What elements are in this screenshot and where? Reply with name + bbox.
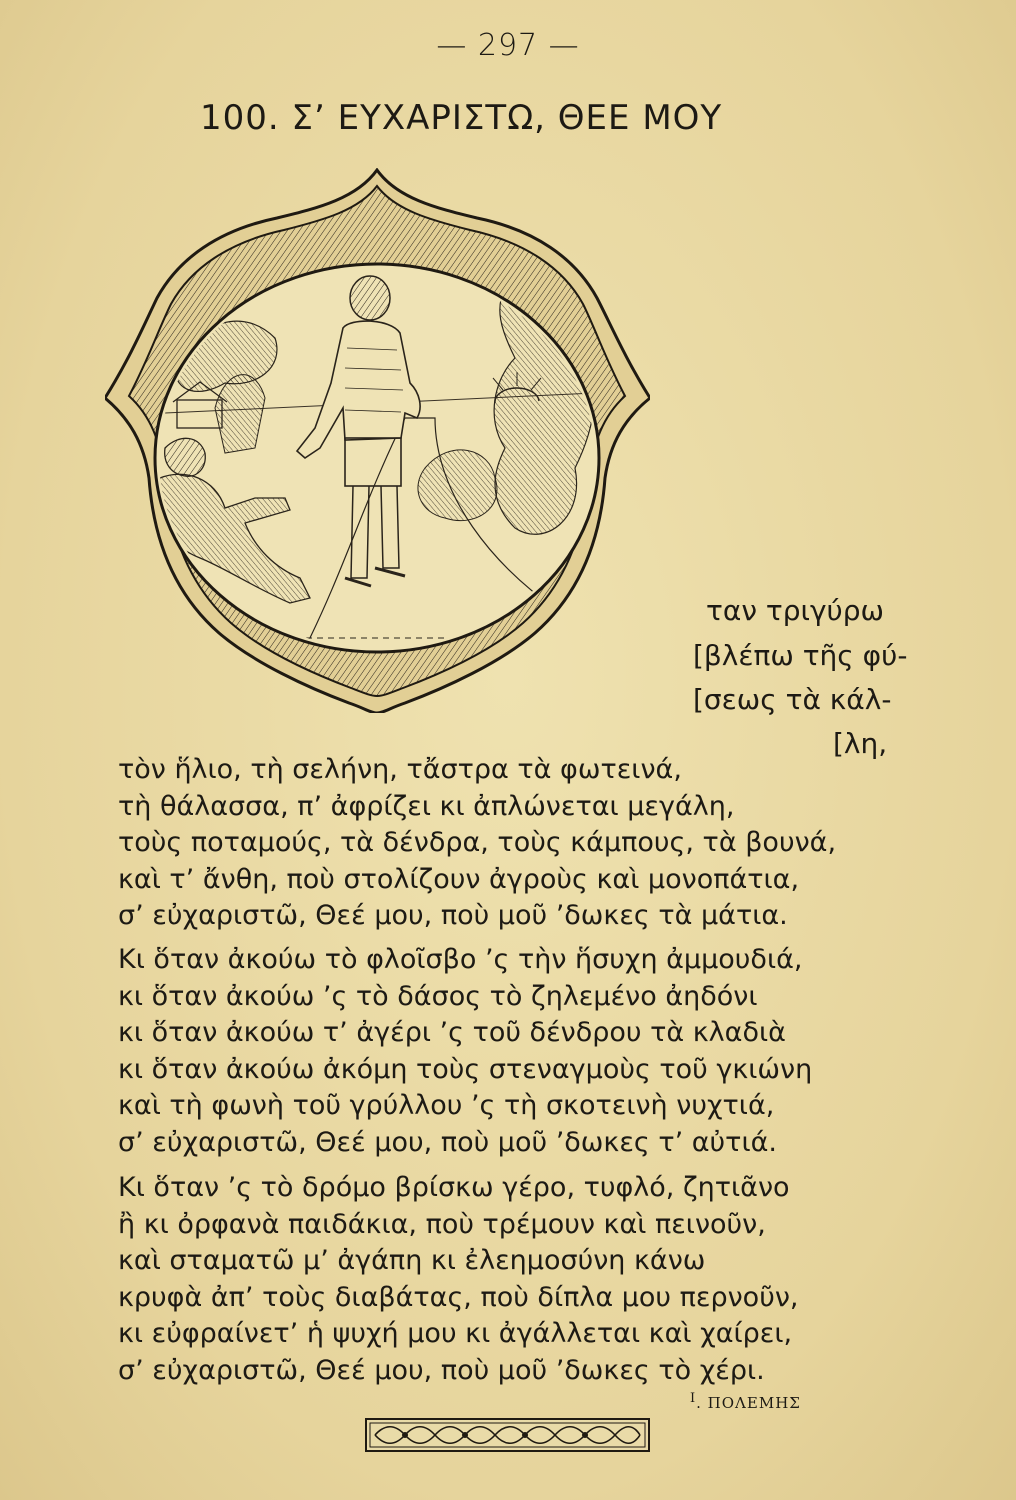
verse-line: ἢ κι ὀρφανὰ παιδάκια, ποὺ τρέμουν καὶ πεινοῦν,	[118, 1208, 766, 1240]
stanza-3	[118, 1170, 798, 1389]
verse-line: καὶ τ’ ἄνθη, ποὺ στολίζουν ἀγροὺς καὶ μονοπάτια,	[118, 863, 800, 895]
ornament-divider	[365, 1418, 650, 1452]
verse-line: καὶ τὴ φωνὴ τοῦ γρύλλου ’ς τὴ σκοτεινὴ νυχτιά,	[118, 1090, 775, 1121]
stanza-2	[118, 942, 812, 1161]
verse-line: τὸν ἥλιο, τὴ σελήνη, τἄστρα τὰ φωτεινά,	[118, 754, 682, 785]
page-number: — 297 —	[436, 28, 580, 63]
verse-line: Κι ὅταν ἀκούω τὸ φλοῖσβο ’ς τὴν ἥσυχη ἀμμουδιά,	[118, 944, 803, 975]
verse-line: τὴ θάλασσα, π’ ἀφρίζει κι ἀπλώνεται μεγάλη,	[118, 790, 735, 822]
verse-line: καὶ σταματῶ μ’ ἀγάπη κι ἐλεημοσύνη κάνω	[118, 1245, 706, 1276]
opening-line-2: [βλέπω τῆς φύ-	[693, 639, 908, 672]
author-initial: Ι	[690, 1391, 697, 1406]
author-signature	[690, 1391, 801, 1412]
verse-line: σ’ εὐχαριστῶ, Θεέ μου, ποὺ μοῦ ’δωκες τὰ μάτια.	[118, 900, 788, 931]
opening-line-4: [λη,	[833, 727, 888, 760]
author-name: . ΠΟΛΕΜΗΣ	[696, 1394, 801, 1412]
verse-line: κι ὅταν ἀκούω ’ς τὸ δάσος τὸ ζηλεμένο ἀηδόνι	[118, 980, 758, 1012]
verse-line: κρυφὰ ἀπ’ τοὺς διαβάτας, ποὺ δίπλα μου περνοῦν,	[118, 1281, 799, 1313]
verse-line: κι ὅταν ἀκούω ἀκόμη τοὺς στεναγμοὺς τοῦ γκιώνη	[118, 1053, 813, 1085]
stanza-1	[118, 752, 836, 935]
verse-line: σ’ εὐχαριστῶ, Θεέ μου, ποὺ μοῦ ’δωκες τ’ αὐτιά.	[118, 1126, 777, 1158]
verse-line: κι εὐφραίνετ’ ἡ ψυχή μου κι ἀγάλλεται καὶ χαίρει,	[118, 1318, 793, 1349]
verse-line: σ’ εὐχαριστῶ, Θεέ μου, ποὺ μοῦ ’δωκες τὸ χέρι.	[118, 1354, 765, 1386]
verse-line: κι ὅταν ἀκούω τ’ ἀγέρι ’ς τοῦ δένδρου τὰ κλαδιὰ	[118, 1017, 786, 1048]
verse-line: τοὺς ποταμούς, τὰ δένδρα, τοὺς κάμπους, τὰ βουνά,	[118, 827, 837, 858]
poem-title: 100. Σ’ ΕΥΧΑΡΙΣΤΩ, ΘΕΕ ΜΟΥ	[200, 98, 723, 138]
verse-line: Κι ὅταν ’ς τὸ δρόμο βρίσκω γέρο, τυφλό, ζητιᾶνο	[118, 1172, 790, 1203]
opening-line-3: [σεως τὰ κάλ-	[693, 683, 892, 716]
illustrated-initial-o	[105, 168, 650, 713]
opening-line-1: ταν τριγύρω	[706, 594, 884, 627]
